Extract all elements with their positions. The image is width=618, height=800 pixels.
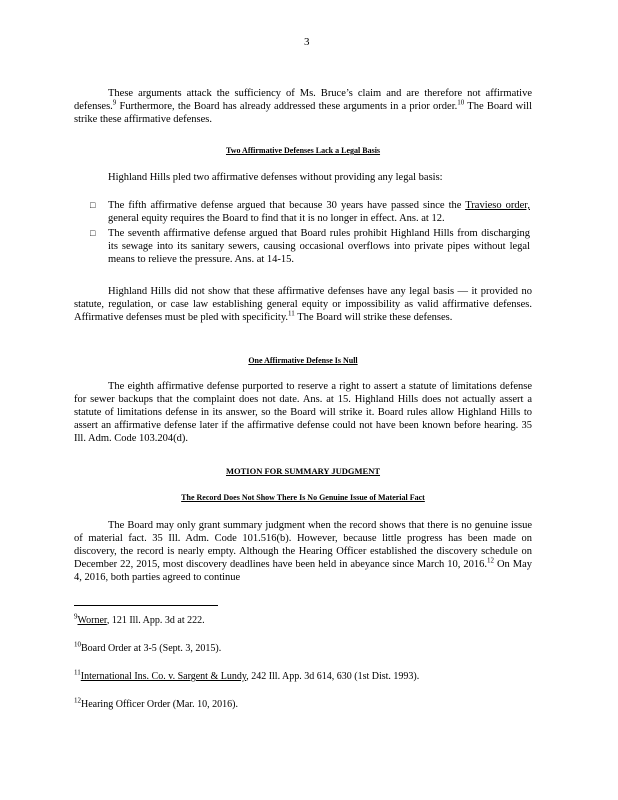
paragraph-4: The eighth affirmative defense purported to reserve a right to assert a statute of limitations defense for sewer backups that the complaint does not date. Ans. at 15. Highland Hills does not actually assert a statute of limitations defense in its answer, so the Board will strike it. Board rules allow Highland Hills to assert an affirmative defense later if the affirmative defense could not have been known before hearing. 35 Ill. Adm. Code 103.204(d). <box>74 381 532 444</box>
footnote-ref-12: 12 <box>486 556 494 565</box>
footnote-case-name: International Ins. Co. v. Sargent & Lundy <box>80 671 247 682</box>
bullet-box-icon: □ <box>90 200 96 210</box>
bullet-text: The seventh affirmative defense argued that Board rules prohibit Highland Hills from discharging its sewage into its sanitary sewers, causing occasional overflows into private pipes without legal means to relieve the pressure. Ans. at 14-15. <box>108 228 530 265</box>
paragraph-1-text-3: The Board will strike these affirmative defenses. <box>74 101 533 125</box>
bullet-item-seventh-defense <box>90 227 530 266</box>
bullet-item-fifth-defense <box>90 199 530 225</box>
footnote-ref-10: 10 <box>457 98 465 107</box>
footnote-9 <box>74 612 205 626</box>
section-heading-two-defenses: Two Affirmative Defenses Lack a Legal Basis <box>225 146 381 155</box>
footnote-text: Hearing Officer Order (Mar. 10, 2016). <box>81 699 238 710</box>
footnote-number: 10 <box>74 640 81 649</box>
footnote-ref-11: 11 <box>288 309 295 318</box>
paragraph-5 <box>74 519 532 584</box>
paragraph-1 <box>74 87 532 126</box>
footnote-number: 11 <box>74 668 81 677</box>
section-heading-null-defense: One Affirmative Defense Is Null <box>248 356 358 365</box>
footnote-10 <box>74 640 222 654</box>
paragraph-3 <box>74 285 532 324</box>
footnote-text: , 242 Ill. App. 3d 614, 630 (1st Dist. 1993). <box>246 671 420 682</box>
case-name-travieso: Travieso order, <box>465 200 530 211</box>
footnote-text: Board Order at 3-5 (Sept. 3, 2015). <box>81 643 222 654</box>
footnote-ref-9: 9 <box>112 98 117 107</box>
bullet-text-part: The fifth affirmative defense argued that because 30 years have passed since the <box>108 200 466 211</box>
bullet-text <box>108 199 530 225</box>
bullet-box-icon: □ <box>90 228 96 238</box>
footnote-number: 12 <box>74 696 81 705</box>
paragraph-3-text: Highland Hills did not show that these affirmative defenses have any legal basis — it provided no statute, regulation, or case law establishing general equity or impossibility as valid affirmative defenses. Affirmative defenses must be pled with specificity. <box>74 286 532 323</box>
paragraph-2: Highland Hills pled two affirmative defenses without providing any legal basis: <box>108 172 443 183</box>
footnote-11 <box>74 668 420 682</box>
bullet-text-part-2: general equity requires the Board to find that it is no longer in effect. Ans. at 12. <box>108 213 445 224</box>
page-number: 3 <box>304 36 310 48</box>
section-heading-summary-judgment: MOTION FOR SUMMARY JUDGMENT <box>225 466 381 476</box>
footnote-case-name: Worner <box>77 615 107 626</box>
footnote-separator <box>74 605 218 606</box>
footnote-text: , 121 Ill. App. 3d at 222. <box>106 615 205 626</box>
footnote-12 <box>74 696 238 710</box>
section-heading-record: The Record Does Not Show There Is No Genuine Issue of Material Fact <box>181 493 425 502</box>
paragraph-1-text: These arguments attack the sufficiency of Ms. Bruce’s claim and are therefore not affirmative defenses. <box>74 88 532 112</box>
paragraph-5-text: The Board may only grant summary judgment when the record shows that there is no genuine issue of material fact. 35 Ill. Adm. Code 101.516(b). However, because little progress has been made on discovery, the record is nearly empty. Although the Hearing Officer established the discovery schedule on December 22, 2015, most discovery deadlines have been held in abeyance since March 10, 2016. <box>74 520 532 570</box>
paragraph-1-text-2: Furthermore, the Board has already addressed these arguments in a prior order. <box>119 101 458 112</box>
footnote-number: 9 <box>74 612 78 621</box>
paragraph-3-text-2: The Board will strike these defenses. <box>297 312 453 323</box>
paragraph-5-text-2: On May 4, 2016, both parties agreed to continue <box>74 559 532 583</box>
